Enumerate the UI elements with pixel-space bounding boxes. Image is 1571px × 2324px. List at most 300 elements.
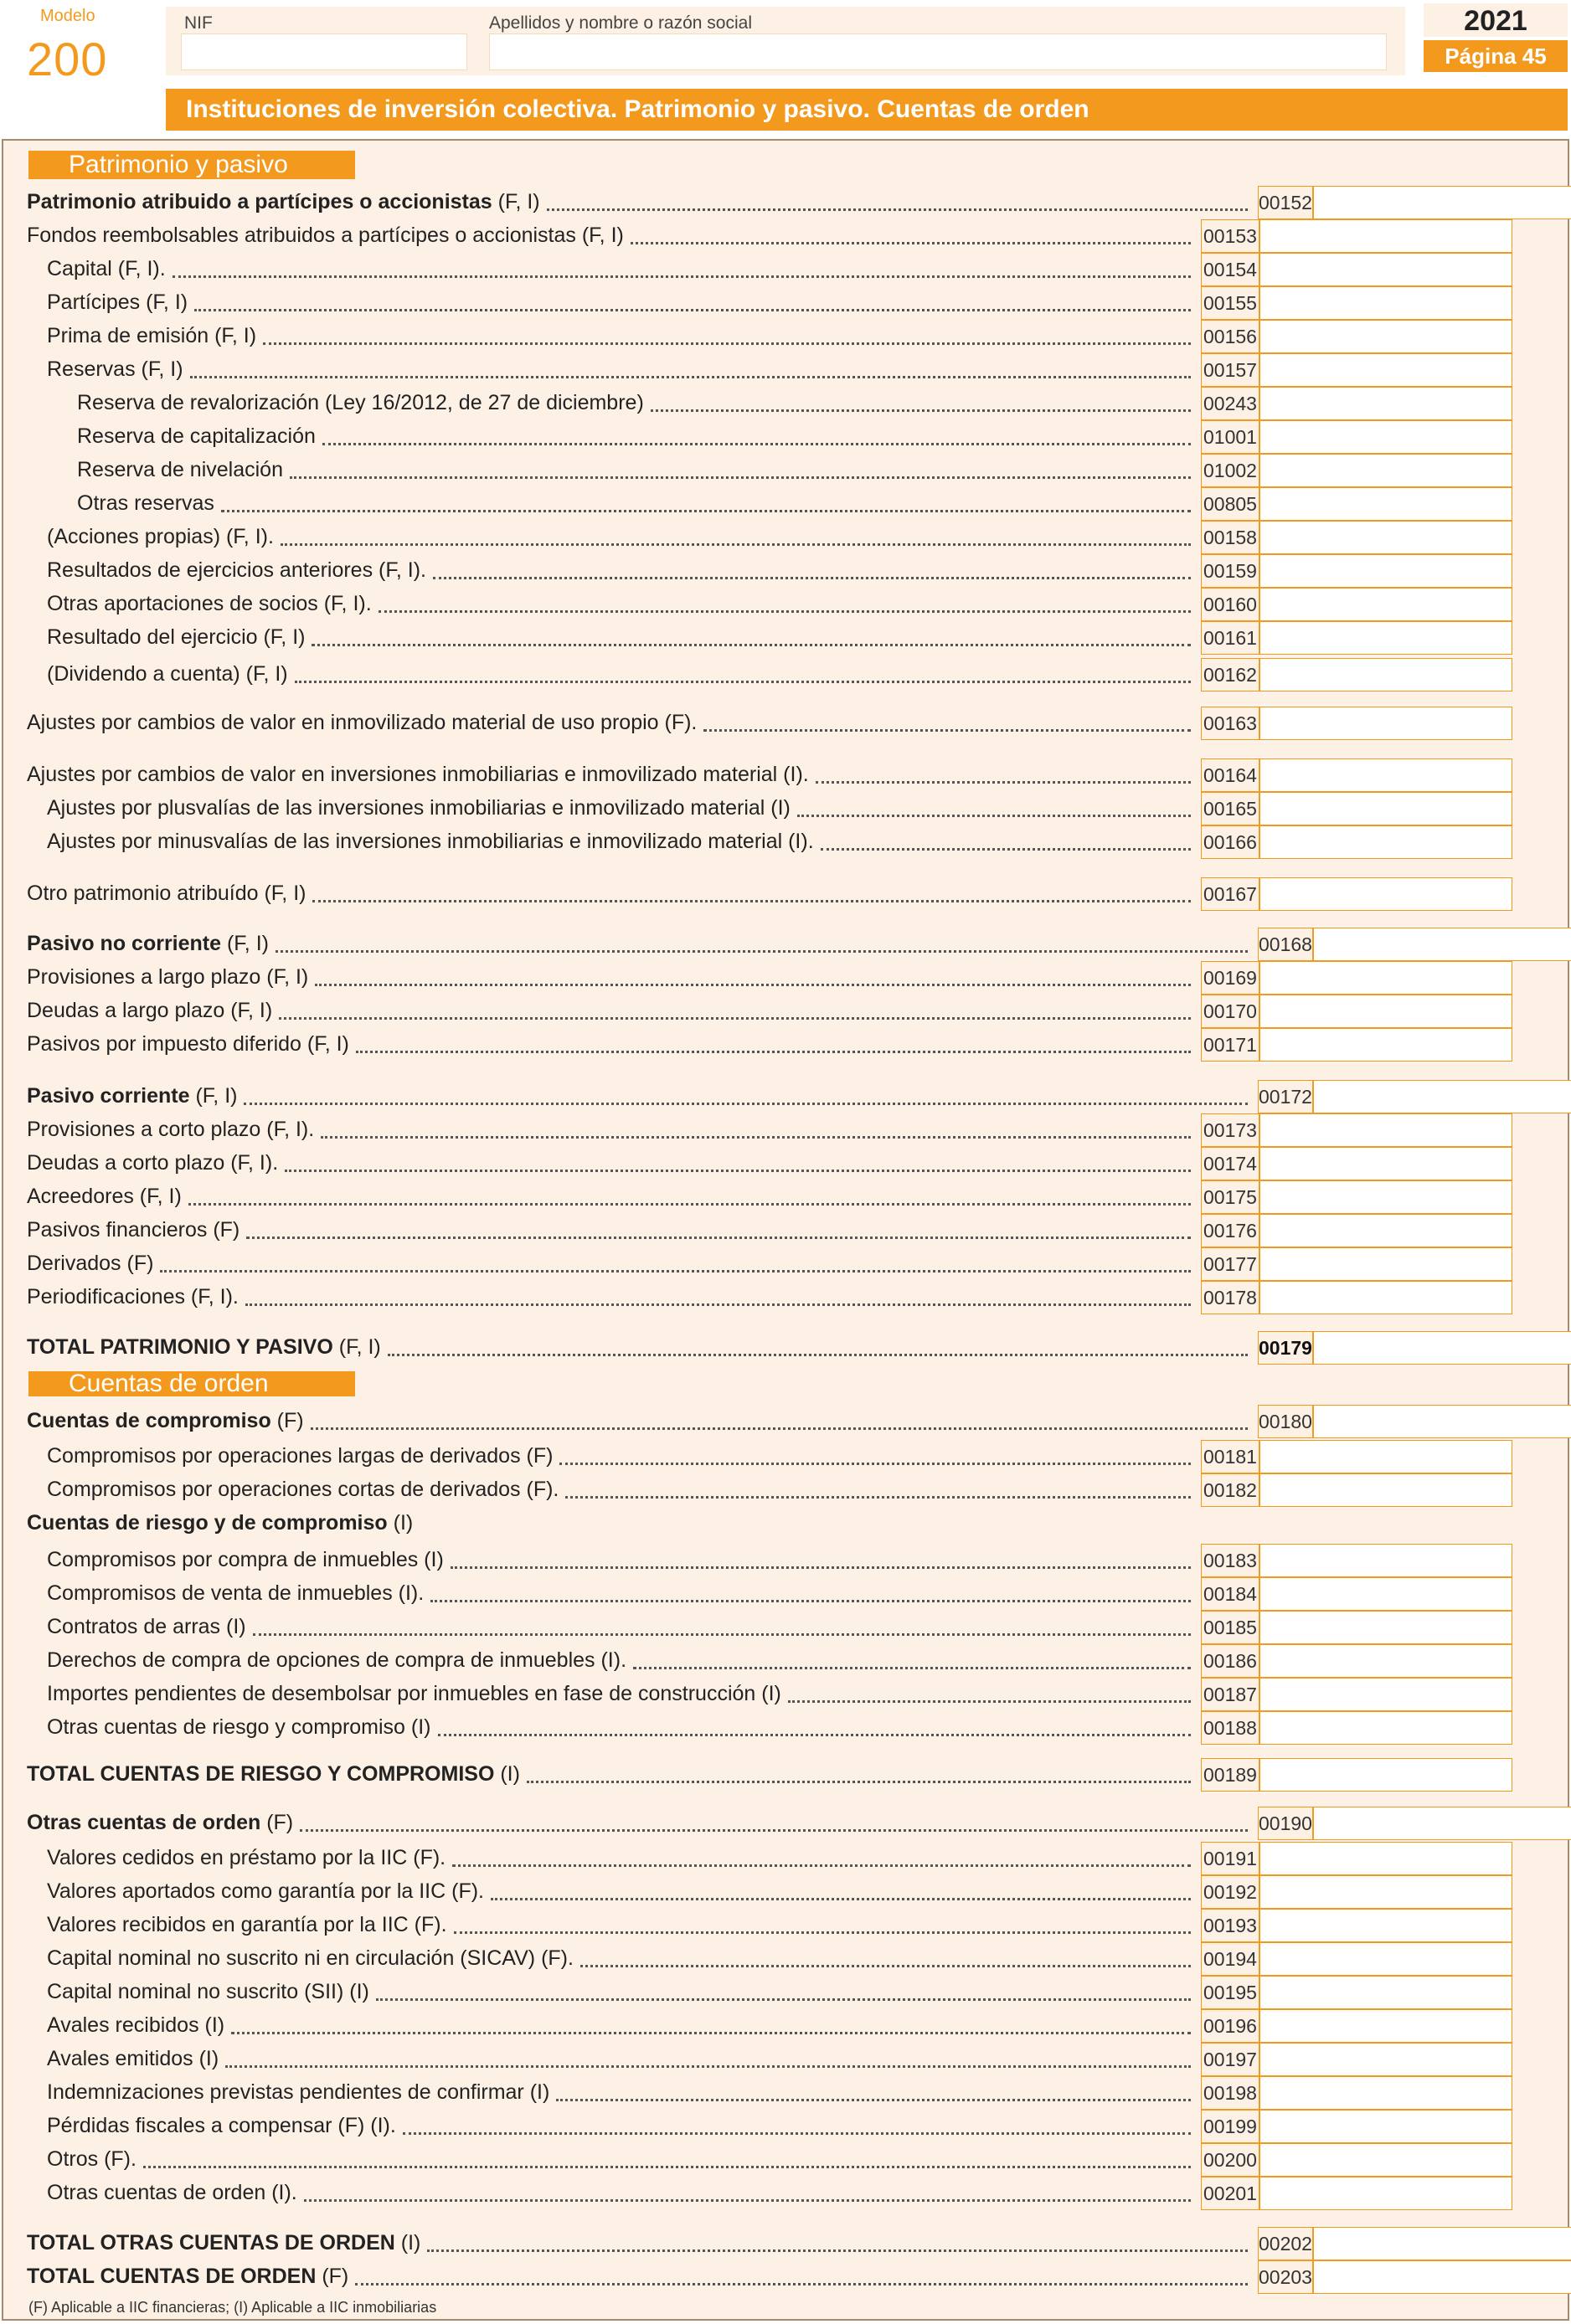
form-row-00200 — [27, 2143, 1568, 2177]
form-row-00180 — [27, 1405, 1568, 1438]
form-row-00153 — [27, 219, 1568, 253]
row-label-text: Contratos de arras (I) — [47, 1615, 246, 1638]
form-row-00159 — [27, 554, 1568, 588]
row-label — [47, 1946, 574, 1971]
amount-field[interactable] — [1259, 1544, 1512, 1577]
box-code: 00183 — [1201, 1544, 1259, 1577]
box-code: 00158 — [1201, 521, 1259, 554]
form-row-00152 — [27, 186, 1568, 219]
amount-field[interactable] — [1259, 1909, 1512, 1942]
row-label-bold: Pasivo corriente — [27, 1084, 190, 1108]
leader-dots — [311, 1427, 1248, 1430]
row-label-text: (F) — [260, 1811, 294, 1834]
row-label-text: Reservas (F, I) — [47, 357, 183, 381]
amount-field[interactable] — [1259, 1028, 1512, 1062]
form-row-00195 — [27, 1976, 1568, 2009]
leader-dots — [451, 1566, 1191, 1569]
box-code: 00165 — [1201, 792, 1259, 825]
leader-dots — [194, 309, 1191, 311]
amount-field[interactable] — [1259, 995, 1512, 1028]
row-label — [77, 391, 644, 415]
row-label — [47, 796, 791, 820]
form-row-00175 — [27, 1180, 1568, 1214]
box-code: 00197 — [1201, 2043, 1259, 2076]
box-code: 00170 — [1201, 995, 1259, 1028]
row-label — [27, 224, 624, 248]
leader-dots — [438, 1734, 1191, 1736]
amount-field[interactable] — [1313, 1080, 1571, 1113]
amount-field[interactable] — [1259, 286, 1512, 320]
box-code: 00198 — [1201, 2076, 1259, 2110]
box-code: 00181 — [1201, 1440, 1259, 1473]
form-row-00192 — [27, 1875, 1568, 1909]
leader-dots — [312, 644, 1191, 646]
row-label-text: Otras cuentas de orden (I). — [47, 2181, 297, 2204]
row-label — [47, 558, 426, 583]
box-code: 00172 — [1258, 1080, 1313, 1113]
row-label — [47, 357, 183, 382]
amount-field[interactable] — [1313, 1405, 1571, 1438]
leader-dots — [304, 2199, 1191, 2202]
row-label-text: Compromisos por compra de inmuebles (I) — [47, 1548, 444, 1571]
form-row-00189 — [27, 1758, 1568, 1792]
row-label-text: (F) — [270, 1409, 304, 1432]
box-code: 00154 — [1201, 253, 1259, 286]
form-row-00181 — [27, 1440, 1568, 1473]
form-row-00201 — [27, 2177, 1568, 2210]
form-row-00199 — [27, 2110, 1568, 2143]
amount-field[interactable] — [1259, 825, 1512, 859]
amount-field[interactable] — [1259, 2076, 1512, 2110]
amount-field[interactable] — [1259, 1281, 1512, 1314]
row-label-text: Resultado del ejercicio (F, I) — [47, 625, 306, 649]
box-code: 00167 — [1201, 877, 1259, 911]
leader-dots — [491, 1898, 1191, 1900]
row-label — [27, 965, 308, 990]
leader-dots — [580, 1965, 1191, 1967]
form-row-01002 — [27, 454, 1568, 487]
row-label-text: Ajustes por cambios de valor en inversiones inmobiliarias e inmovilizado material (I). — [27, 763, 809, 786]
leader-dots — [276, 950, 1248, 953]
row-label — [47, 1682, 781, 1706]
row-label — [27, 711, 697, 735]
amount-field[interactable] — [1259, 621, 1512, 655]
row-label — [77, 458, 283, 482]
form-row-00805 — [27, 487, 1568, 521]
leader-dots — [312, 900, 1191, 902]
form-row-00162 — [27, 658, 1568, 692]
form-row-00177 — [27, 1247, 1568, 1281]
row-label — [27, 1151, 278, 1175]
form-row-00185 — [27, 1611, 1568, 1644]
row-label — [27, 2265, 348, 2289]
amount-field[interactable] — [1259, 521, 1512, 554]
amount-field[interactable] — [1259, 1711, 1512, 1745]
form-row-00166 — [27, 825, 1568, 859]
row-label-text: Derivados (F) — [27, 1252, 154, 1275]
amount-field[interactable] — [1259, 2143, 1512, 2177]
amount-field[interactable] — [1313, 928, 1571, 961]
year: 2021 — [1464, 5, 1527, 37]
form-row-00188 — [27, 1711, 1568, 1745]
leader-dots — [376, 1998, 1191, 2001]
leader-dots — [433, 577, 1191, 579]
amount-field[interactable] — [1259, 1180, 1512, 1214]
identification-box — [166, 7, 1405, 75]
form-row-00176 — [27, 1214, 1568, 1247]
leader-dots — [295, 681, 1191, 683]
row-label-text: Ajustes por cambios de valor en inmovilizado material de uso propio (F). — [27, 711, 698, 734]
name-label: Apellidos y nombre o razón social — [489, 13, 752, 33]
row-label-text: Fondos reembolsables atribuidos a partícipes o accionistas (F, I) — [27, 224, 624, 247]
row-label-bold: TOTAL PATRIMONIO Y PASIVO — [27, 1335, 333, 1359]
amount-field[interactable] — [1259, 2110, 1512, 2143]
box-code: 00193 — [1201, 1909, 1259, 1942]
form-row-00154 — [27, 253, 1568, 286]
form-row-00203 — [27, 2260, 1568, 2294]
amount-field[interactable] — [1259, 1147, 1512, 1180]
leader-dots — [281, 543, 1191, 546]
leader-dots — [355, 2283, 1248, 2285]
amount-field[interactable] — [1259, 792, 1512, 825]
nif-label: NIF — [184, 13, 213, 33]
leader-dots — [315, 984, 1191, 986]
box-code: 00199 — [1201, 2110, 1259, 2143]
row-label-text: Indemnizaciones previstas pendientes de confirmar (I) — [47, 2080, 550, 2104]
amount-field[interactable] — [1259, 1678, 1512, 1711]
form-row-00169 — [27, 961, 1568, 995]
amount-field[interactable] — [1259, 1247, 1512, 1281]
form-row-00186 — [27, 1644, 1568, 1678]
leader-dots — [231, 2032, 1191, 2034]
leader-dots — [788, 1700, 1191, 1703]
leader-dots — [379, 610, 1191, 613]
leader-dots — [631, 242, 1191, 244]
leader-dots — [703, 729, 1191, 732]
row-label-text: Reserva de capitalización — [77, 424, 316, 448]
amount-field[interactable] — [1259, 554, 1512, 588]
amount-field[interactable] — [1259, 1440, 1512, 1473]
row-label-bold: Patrimonio atribuido a partícipes o accionistas — [27, 190, 492, 213]
section-header-patrimonio: Patrimonio y pasivo — [28, 151, 355, 179]
amount-field[interactable] — [1259, 1976, 1512, 2009]
row-label — [27, 1511, 413, 1535]
amount-field[interactable] — [1259, 1842, 1512, 1875]
amount-field[interactable] — [1313, 1331, 1571, 1365]
section-header-cuentas-orden: Cuentas de orden — [28, 1371, 355, 1396]
leader-dots — [244, 1103, 1248, 1105]
leader-dots — [356, 1051, 1191, 1053]
form-row-00194 — [27, 1942, 1568, 1976]
row-label — [27, 1218, 240, 1242]
leader-dots — [559, 1463, 1191, 1465]
row-label-text: Pérdidas fiscales a compensar (F) (I). — [47, 2114, 396, 2137]
form-row-00190 — [27, 1807, 1568, 1840]
form-row-00202 — [27, 2227, 1568, 2260]
box-code: 00157 — [1201, 353, 1259, 387]
row-label-text: Importes pendientes de desembolsar por inmuebles en fase de construcción (I) — [47, 1682, 781, 1705]
row-label — [47, 1913, 447, 1937]
leader-dots — [821, 848, 1191, 851]
amount-field[interactable] — [1259, 2177, 1512, 2210]
amount-field[interactable] — [1259, 420, 1512, 454]
row-label — [27, 999, 272, 1023]
amount-field[interactable] — [1259, 1942, 1512, 1976]
amount-field[interactable] — [1259, 707, 1512, 740]
leader-dots — [190, 376, 1191, 378]
box-code: 00186 — [1201, 1644, 1259, 1678]
leader-dots — [173, 275, 1191, 278]
amount-field[interactable] — [1259, 1473, 1512, 1507]
name-field[interactable] — [489, 33, 1387, 70]
row-label-text: Capital (F, I). — [47, 257, 166, 280]
box-code: 00184 — [1201, 1577, 1259, 1611]
amount-field[interactable] — [1259, 253, 1512, 286]
leader-dots — [427, 2249, 1248, 2252]
row-label-bold: TOTAL CUENTAS DE ORDEN — [27, 2265, 317, 2288]
amount-field[interactable] — [1259, 1214, 1512, 1247]
row-label — [47, 2047, 219, 2071]
row-label — [47, 1615, 246, 1639]
row-label-text: Otras cuentas de riesgo y compromiso (I) — [47, 1715, 431, 1739]
leader-dots — [452, 1864, 1191, 1867]
form-row-00160 — [27, 588, 1568, 621]
form-row-00163 — [27, 707, 1568, 740]
row-label-text: (F, I) — [332, 1335, 381, 1359]
amount-field[interactable] — [1259, 320, 1512, 353]
amount-field[interactable] — [1259, 487, 1512, 521]
row-label-text: (F, I) — [189, 1084, 238, 1108]
row-label-text: Capital nominal no suscrito ni en circulación (SICAV) (F). — [47, 1946, 574, 1970]
row-label — [27, 1252, 153, 1276]
leader-dots — [403, 2132, 1191, 2135]
row-label-text: (I) — [387, 1511, 414, 1535]
leader-dots — [300, 1829, 1248, 1832]
row-label — [27, 1409, 304, 1433]
row-label-text: Reserva de revalorización (Ley 16/2012, de 27 de diciembre) — [77, 391, 644, 414]
row-label — [47, 257, 166, 281]
leader-dots — [143, 2166, 1191, 2168]
leader-dots — [797, 815, 1191, 817]
box-code: 00171 — [1201, 1028, 1259, 1062]
form-row-00158 — [27, 521, 1568, 554]
row-label — [47, 1478, 559, 1502]
row-label — [27, 1285, 239, 1309]
amount-field[interactable] — [1259, 219, 1512, 253]
amount-field[interactable] — [1259, 961, 1512, 995]
box-code: 00182 — [1201, 1473, 1259, 1507]
box-code: 00164 — [1201, 758, 1259, 792]
row-label — [47, 830, 814, 854]
row-label-bold: Cuentas de riesgo y de compromiso — [27, 1511, 388, 1535]
row-label-bold: Pasivo no corriente — [27, 932, 222, 955]
box-code: 00187 — [1201, 1678, 1259, 1711]
amount-field[interactable] — [1259, 588, 1512, 621]
row-label-text: Deudas a corto plazo (F, I). — [27, 1151, 279, 1175]
form-row-00173 — [27, 1113, 1568, 1147]
form-row-00191 — [27, 1842, 1568, 1875]
row-label — [27, 882, 306, 906]
amount-field[interactable] — [1259, 2009, 1512, 2043]
amount-field[interactable] — [1259, 387, 1512, 420]
row-label-bold: TOTAL CUENTAS DE RIESGO Y COMPROMISO — [27, 1762, 495, 1786]
row-label — [47, 1581, 424, 1606]
form-row-00198 — [27, 2076, 1568, 2110]
amount-field[interactable] — [1259, 1113, 1512, 1147]
form-row-00187 — [27, 1678, 1568, 1711]
form-row-00168 — [27, 928, 1568, 961]
box-code: 01002 — [1201, 454, 1259, 487]
box-code: 00195 — [1201, 1976, 1259, 2009]
row-label-text: (Acciones propias) (F, I). — [47, 525, 274, 548]
leader-dots — [430, 1600, 1191, 1602]
box-code: 00153 — [1201, 219, 1259, 253]
box-code: 00201 — [1201, 2177, 1259, 2210]
box-code: 00185 — [1201, 1611, 1259, 1644]
row-label — [27, 1811, 293, 1835]
form-row-01001 — [27, 420, 1568, 454]
form-row-00197 — [27, 2043, 1568, 2076]
amount-field[interactable] — [1313, 2227, 1571, 2260]
box-code: 00161 — [1201, 621, 1259, 655]
amount-field[interactable] — [1259, 1758, 1512, 1792]
row-label — [47, 625, 305, 650]
form-row-00193 — [27, 1909, 1568, 1942]
box-code: 00196 — [1201, 2009, 1259, 2043]
row-label — [77, 491, 214, 516]
footnote: (F) Aplicable a IIC financieras; (I) Aplicable a IIC inmobiliarias — [28, 2299, 437, 2316]
row-label — [47, 662, 288, 686]
amount-field[interactable] — [1259, 1875, 1512, 1909]
modelo-label: Modelo — [40, 7, 95, 25]
amount-field[interactable] — [1259, 658, 1512, 692]
row-label-text: Otras aportaciones de socios (F, I). — [47, 592, 372, 615]
row-label-text: Derechos de compra de opciones de compra de inmuebles (I). — [47, 1648, 627, 1672]
nif-field[interactable] — [181, 33, 467, 70]
amount-field[interactable] — [1259, 1644, 1512, 1678]
box-code: 00169 — [1201, 961, 1259, 995]
amount-field[interactable] — [1313, 2260, 1571, 2294]
row-label-text: Compromisos de venta de inmuebles (I). — [47, 1581, 425, 1605]
row-label-text: (F, I) — [492, 190, 540, 213]
form-row-00184 — [27, 1577, 1568, 1611]
form-row-00164 — [27, 758, 1568, 792]
box-code: 00203 — [1258, 2260, 1313, 2294]
amount-field[interactable] — [1259, 758, 1512, 792]
form-row-00165 — [27, 792, 1568, 825]
row-label — [27, 1118, 314, 1142]
row-label-text: (I) — [494, 1762, 520, 1786]
row-label-text: Acreedores (F, I) — [27, 1185, 182, 1208]
row-label — [47, 2181, 297, 2205]
amount-field[interactable] — [1259, 353, 1512, 387]
row-label — [47, 592, 372, 616]
row-label — [47, 1980, 369, 2004]
form-row-00243 — [27, 387, 1568, 420]
amount-field[interactable] — [1259, 2043, 1512, 2076]
row-label-text: Valores aportados como garantía por la IIC (F). — [47, 1879, 484, 1903]
box-code: 00189 — [1201, 1758, 1259, 1792]
row-label-text: Otras reservas — [77, 491, 214, 515]
amount-field[interactable] — [1313, 1807, 1571, 1840]
row-label-text: (F) — [316, 2265, 349, 2288]
page-number: Página 45 — [1424, 40, 1568, 72]
modelo-number: 200 — [27, 33, 108, 85]
row-label — [27, 1185, 182, 1209]
leader-dots — [454, 1931, 1191, 1934]
leader-dots — [651, 409, 1191, 412]
leader-dots — [633, 1667, 1191, 1669]
amount-field[interactable] — [1259, 1577, 1512, 1611]
box-code: 00188 — [1201, 1711, 1259, 1745]
box-code: 00178 — [1201, 1281, 1259, 1314]
row-label — [47, 2147, 136, 2172]
row-label — [47, 2013, 224, 2038]
form-row-00179 — [27, 1331, 1568, 1365]
row-label — [27, 1032, 349, 1057]
form-row-00178 — [27, 1281, 1568, 1314]
amount-field[interactable] — [1313, 186, 1571, 219]
leader-dots — [388, 1354, 1248, 1356]
box-code: 00177 — [1201, 1247, 1259, 1281]
leader-dots — [285, 1170, 1191, 1172]
row-label-text: Otros (F). — [47, 2147, 136, 2171]
row-label — [47, 1648, 626, 1673]
box-code: 00194 — [1201, 1942, 1259, 1976]
row-label — [47, 1715, 431, 1740]
row-label-text: Periodificaciones (F, I). — [27, 1285, 239, 1309]
box-code: 01001 — [1201, 420, 1259, 454]
row-label-text: Pasivos financieros (F) — [27, 1218, 240, 1242]
row-label — [47, 1846, 446, 1870]
box-code: 00156 — [1201, 320, 1259, 353]
row-label-text: Resultados de ejercicios anteriores (F, I). — [47, 558, 426, 582]
row-label — [27, 932, 269, 956]
form-row-00155 — [27, 286, 1568, 320]
box-code: 00159 — [1201, 554, 1259, 588]
row-label-text: Provisiones a largo plazo (F, I) — [27, 965, 309, 989]
row-label-text: Provisiones a corto plazo (F, I). — [27, 1118, 315, 1141]
form-row-00161 — [27, 621, 1568, 655]
row-label-text: Capital nominal no suscrito (SII) (I) — [47, 1980, 369, 2003]
leader-dots — [279, 1017, 1191, 1020]
page-title: Instituciones de inversión colectiva. Patrimonio y pasivo. Cuentas de orden — [166, 89, 1568, 131]
amount-field[interactable] — [1259, 877, 1512, 911]
leader-dots — [253, 1633, 1191, 1636]
row-label — [47, 1548, 444, 1572]
leader-dots — [188, 1203, 1191, 1206]
box-code: 00168 — [1258, 928, 1313, 961]
row-label-text: (Dividendo a cuenta) (F, I) — [47, 662, 288, 686]
box-code: 00191 — [1201, 1842, 1259, 1875]
row-label-text: Reserva de nivelación — [77, 458, 283, 481]
form-row-00167 — [27, 877, 1568, 911]
row-label-text: Avales recibidos (I) — [47, 2013, 225, 2037]
leader-dots — [263, 342, 1191, 345]
box-code: 00174 — [1201, 1147, 1259, 1180]
amount-field[interactable] — [1259, 454, 1512, 487]
row-label — [47, 1444, 553, 1468]
row-label-text: Otro patrimonio atribuído (F, I) — [27, 882, 306, 905]
leader-dots — [565, 1496, 1191, 1499]
row-label-text: Avales emitidos (I) — [47, 2047, 219, 2070]
box-code: 00152 — [1258, 186, 1313, 219]
amount-field[interactable] — [1259, 1611, 1512, 1644]
box-code: 00162 — [1201, 658, 1259, 692]
box-code: 00179 — [1258, 1331, 1313, 1365]
box-code: 00160 — [1201, 588, 1259, 621]
box-code: 00175 — [1201, 1180, 1259, 1214]
